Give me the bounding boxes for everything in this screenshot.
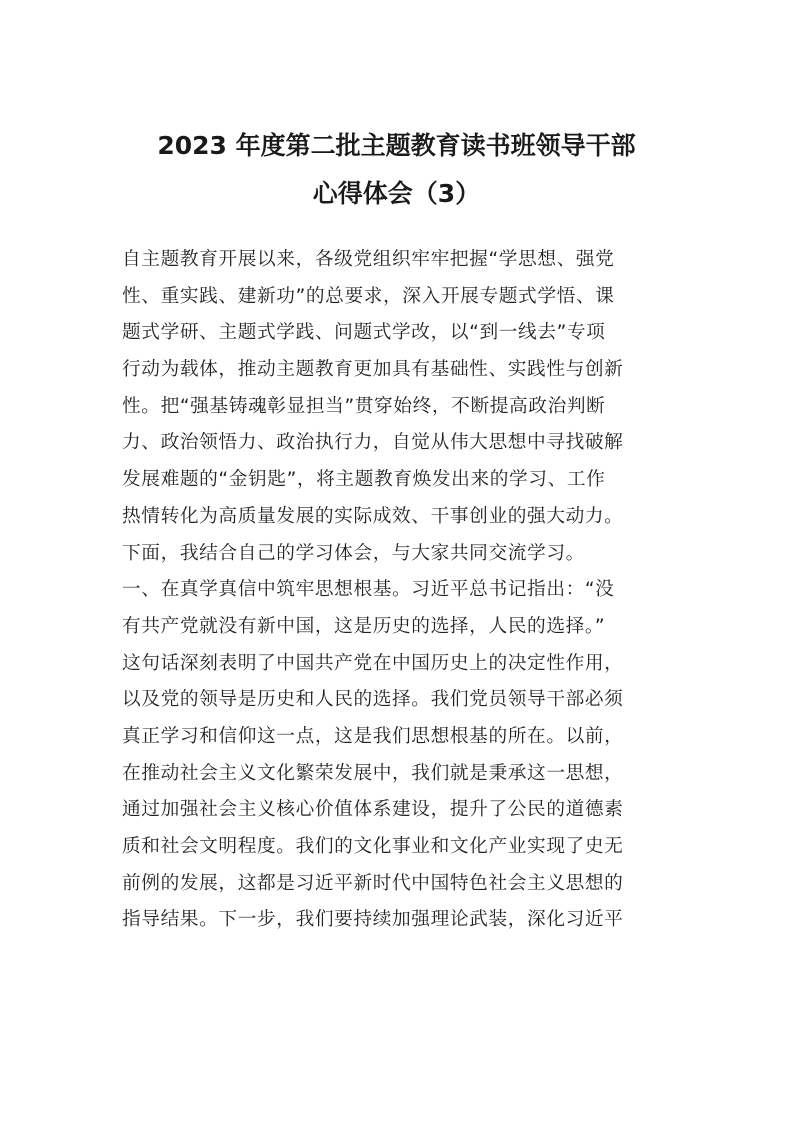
body-line: 题式学研、主题式学践、问题式学改，以“到一线去”专项 — [122, 322, 606, 344]
body-line: 在推动社会主义文化繁荣发展中，我们就是秉承这一思想， — [122, 762, 624, 784]
body-line: 下面，我结合自己的学习体会，与大家共同交流学习。 — [122, 542, 585, 564]
body-line: 性、重实践、建新功”的总要求，深入开展专题式学悟、课 — [122, 285, 615, 307]
body-line: 通过加强社会主义核心价值体系建设，提升了公民的道德素 — [122, 799, 624, 821]
body-line: 有共产党就没有新中国，这是历史的选择，人民的选择。” — [122, 615, 606, 637]
body-line: 指导结果。下一步，我们要持续加强理论武装，深化习近平 — [122, 909, 624, 931]
document-title-line-1: 2023 年度第二批主题教育读书班领导干部 — [157, 131, 636, 160]
body-line: 这句话深刻表明了中国共产党在中国历史上的决定性作用， — [122, 652, 624, 674]
body-line: 性。把“强基铸魂彰显担当”贯穿始终，不断提高政治判断 — [122, 395, 606, 417]
body-line: 发展难题的“金钥匙”，将主题教育焕发出来的学习、工作 — [122, 469, 606, 491]
body-line: 真正学习和信仰这一点，这是我们思想根基的所在。以前， — [122, 725, 624, 747]
body-line: 一、在真学真信中筑牢思想根基。习近平总书记指出：“没 — [122, 579, 615, 601]
body-line: 前例的发展，这都是习近平新时代中国特色社会主义思想的 — [122, 872, 624, 894]
body-line: 质和社会文明程度。我们的文化事业和文化产业实现了史无 — [122, 836, 624, 857]
body-line: 以及党的领导是历史和人民的选择。我们党员领导干部必须 — [122, 689, 624, 711]
body-line: 力、政治领悟力、政治执行力，自觉从伟大思想中寻找破解 — [122, 432, 624, 454]
document-title-line-2: 心得体会（3） — [312, 179, 481, 208]
body-line: 自主题教育开展以来，各级党组织牢牢把握“学思想、强党 — [122, 249, 615, 270]
body-line: 行动为载体，推动主题教育更加具有基础性、实践性与创新 — [122, 359, 624, 381]
body-line: 热情转化为高质量发展的实际成效、干事创业的强大动力。 — [122, 505, 624, 527]
document-body — [122, 242, 682, 939]
